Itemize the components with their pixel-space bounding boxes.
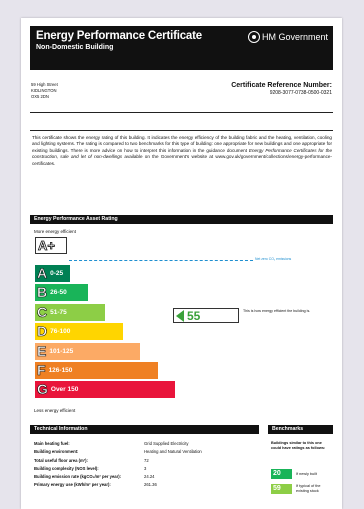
tech-value: 261.36 <box>144 482 157 488</box>
address-line: KIDLINGTON <box>31 88 57 93</box>
table-row <box>34 481 258 489</box>
current-rating-value: 55 <box>187 308 201 323</box>
tech-label: Building environment: <box>34 449 79 455</box>
reference-label: Certificate Reference Number: <box>231 82 332 89</box>
divider <box>30 130 333 131</box>
property-address <box>31 82 58 100</box>
benchmark-label: If newly built <box>296 471 317 476</box>
intro-paragraph: This certificate shows the energy rating of this building. It indicates the energy efficiency of the building fabric and the heating, ventilation, cooling and lighting systems. The rating is compared to two benchmarks for this type of building: one appropriate for new buildings and one appropriate for existing buildings. There is more advice on how to interpret this information in the guidance document Energy Performance Certificates for the construction, sale and let of non-dwellings available on the Government's website at www.gov.uk/government/collections/energy-performance-certificates. <box>32 135 332 166</box>
rating-band-c <box>35 304 105 321</box>
band-letter: G <box>37 381 48 398</box>
government-logo <box>248 31 328 43</box>
certificate-title: Energy Performance Certificate <box>36 30 202 42</box>
certificate-subtitle: Non-Domestic Building <box>36 44 114 51</box>
benchmark-value: 59 <box>271 484 292 494</box>
rating-band-d <box>35 323 123 340</box>
benchmark-label: If typical of the existing stock <box>296 484 321 493</box>
band-letter: D <box>37 323 48 340</box>
certificate-page <box>21 18 342 509</box>
band-range: 51-75 <box>50 308 67 316</box>
tech-label: Primary energy use (kWh/m² per year): <box>34 482 111 488</box>
band-range: 126-150 <box>48 367 73 374</box>
tech-value: 3 <box>144 465 147 471</box>
tech-value: 72 <box>144 457 149 463</box>
benchmark-value: 20 <box>271 469 292 479</box>
band-letter: E <box>37 342 47 359</box>
government-name: HM Government <box>261 32 328 42</box>
technical-section-title: Technical Information <box>30 425 259 434</box>
current-rating-text: This is how energy efficient the building is. <box>243 309 311 313</box>
technical-table <box>34 440 258 490</box>
tech-label: Building complexity (NOS level): <box>34 465 99 471</box>
reference-number: 9208-3077-0738-0500-0321 <box>269 90 332 96</box>
certificate-header <box>30 26 333 70</box>
table-row <box>34 448 258 456</box>
rating-section-title: Energy Performance Asset Rating <box>30 215 333 224</box>
band-range: 26-50 <box>50 289 67 297</box>
tech-value: Heating and Natural Ventilation <box>144 449 202 455</box>
crest-icon <box>248 31 260 43</box>
net-zero-line <box>69 260 253 261</box>
tech-label: Main heating fuel: <box>34 441 70 446</box>
net-zero-label: Net zero CO₂ emissions <box>255 257 292 261</box>
rating-band-a <box>35 265 70 282</box>
more-efficient-label: More energy efficient <box>34 229 76 234</box>
band-letter: B <box>37 284 48 301</box>
certificate-reference <box>231 82 332 96</box>
rating-band-g <box>35 381 175 398</box>
benchmark-item <box>271 469 330 479</box>
band-letter: F <box>37 362 46 378</box>
less-efficient-label: Less energy efficient <box>34 408 76 413</box>
address-line: OX5 2DN <box>31 94 49 99</box>
band-letter: C <box>37 303 48 320</box>
current-rating-indicator <box>173 308 239 323</box>
benchmarks-intro: Buildings similar to this one could have ratings as follows: <box>271 441 326 450</box>
rating-band-b <box>35 284 88 301</box>
aplus-band: A+ <box>35 237 67 254</box>
tech-value: 24.24 <box>144 474 155 480</box>
tech-value: Grid Supplied Electricity <box>144 441 189 446</box>
benchmark-item <box>271 484 330 494</box>
band-range: 101-125 <box>49 347 74 355</box>
rating-band-e <box>35 343 140 360</box>
table-row <box>34 473 258 481</box>
guidance-document-title: Energy Performance Certificates for the construction, sale and let of non-dwellings <box>32 147 332 160</box>
divider <box>30 112 333 113</box>
table-row <box>34 440 258 448</box>
benchmarks-section-title: Benchmarks <box>268 425 333 434</box>
table-row <box>34 457 258 465</box>
band-letter: A <box>37 265 48 281</box>
band-range: Over 150 <box>50 386 79 394</box>
tech-label: Building emission rate (kgCO₂/m² per year): <box>34 474 122 480</box>
band-range: 76-100 <box>50 328 71 336</box>
arrow-left-icon <box>176 310 184 322</box>
band-range: 0-25 <box>50 270 64 277</box>
tech-label: Total useful floor area (m²): <box>34 457 88 463</box>
table-row <box>34 465 258 473</box>
rating-band-f <box>35 362 158 379</box>
address-line: 59 High Street <box>31 82 58 87</box>
